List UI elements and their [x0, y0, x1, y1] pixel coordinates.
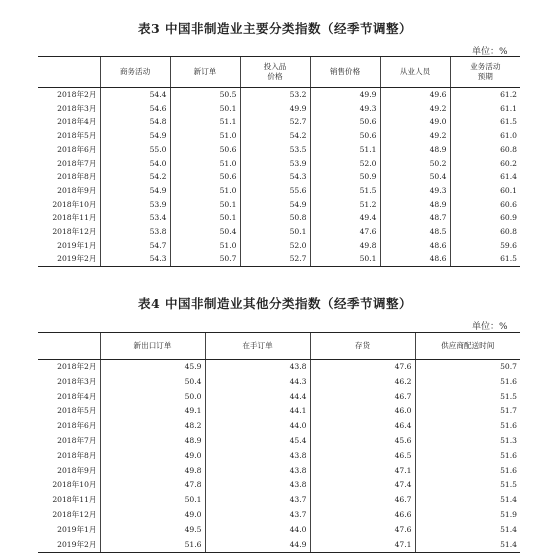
table-row — [38, 252, 520, 266]
table-cell: 43.8 — [205, 478, 310, 493]
table-cell: 44.9 — [205, 538, 310, 553]
row-label: 2018年11月 — [52, 213, 97, 223]
table-cell: 45.9 — [100, 360, 205, 375]
table-row — [38, 390, 520, 405]
table-cell: 44.0 — [205, 419, 310, 434]
table-row — [38, 225, 520, 239]
row-label: 2018年5月 — [57, 131, 97, 141]
table-row — [38, 88, 520, 102]
row-label: 2018年9月 — [57, 465, 97, 475]
table-cell: 48.2 — [100, 419, 205, 434]
table-row — [38, 239, 520, 253]
table-cell: 52.0 — [240, 239, 310, 253]
table-cell: 47.1 — [310, 538, 415, 553]
table-cell: 60.1 — [450, 184, 520, 198]
row-label: 2018年8月 — [57, 450, 97, 460]
table-row — [38, 198, 520, 212]
table-cell: 54.2 — [100, 170, 170, 184]
table-cell: 50.0 — [100, 390, 205, 405]
table-cell: 44.1 — [205, 404, 310, 419]
table3-title: 表3 中国非制造业主要分类指数（经季节调整） — [137, 21, 413, 36]
table-row — [38, 170, 520, 184]
table-cell: 50.5 — [170, 88, 240, 102]
table-row — [38, 360, 520, 375]
table-cell: 50.6 — [170, 170, 240, 184]
table-row — [38, 404, 520, 419]
table-cell: 46.7 — [310, 493, 415, 508]
table-cell: 48.6 — [380, 239, 450, 253]
table-cell: 51.7 — [415, 404, 520, 419]
table4-header-row — [38, 333, 520, 360]
table-cell: 54.8 — [100, 115, 170, 129]
table-cell: 50.2 — [380, 157, 450, 171]
table-cell: 47.6 — [310, 523, 415, 538]
table4 — [38, 332, 520, 553]
table-cell: 54.9 — [240, 198, 310, 212]
row-label: 2018年10月 — [52, 480, 97, 490]
table-cell: 50.1 — [170, 102, 240, 116]
table-cell: 51.0 — [170, 184, 240, 198]
table-row — [38, 434, 520, 449]
table-cell: 52.7 — [240, 252, 310, 266]
table-cell: 50.4 — [380, 170, 450, 184]
table-row — [38, 538, 520, 553]
table-row — [38, 375, 520, 390]
table-cell: 49.3 — [380, 184, 450, 198]
table4-unit: 单位：% — [472, 322, 508, 332]
table-cell: 54.9 — [100, 129, 170, 143]
table-cell: 53.5 — [240, 143, 310, 157]
table-cell: 61.5 — [450, 115, 520, 129]
row-label: 2018年3月 — [57, 103, 97, 113]
table-cell: 43.7 — [205, 493, 310, 508]
table-cell: 49.2 — [380, 102, 450, 116]
table-cell: 54.2 — [240, 129, 310, 143]
table-cell: 50.1 — [170, 211, 240, 225]
table-cell: 46.2 — [310, 375, 415, 390]
table-cell: 60.8 — [450, 225, 520, 239]
column-header: 在手订单 — [205, 333, 310, 360]
table-cell: 49.9 — [310, 88, 380, 102]
column-header: 存货 — [310, 333, 415, 360]
table-cell: 50.7 — [170, 252, 240, 266]
table-cell: 48.7 — [380, 211, 450, 225]
row-label: 2019年2月 — [38, 538, 100, 553]
table-cell: 54.9 — [100, 184, 170, 198]
row-label: 2018年4月 — [57, 117, 97, 127]
table-cell: 59.6 — [450, 239, 520, 253]
table-cell: 50.4 — [170, 225, 240, 239]
table-cell: 61.4 — [450, 170, 520, 184]
table-cell: 48.9 — [380, 198, 450, 212]
table-cell: 43.7 — [205, 508, 310, 523]
table-cell: 47.4 — [310, 478, 415, 493]
table-row — [38, 129, 520, 143]
table-row — [38, 523, 520, 538]
table-cell: 60.9 — [450, 211, 520, 225]
table-cell: 53.9 — [240, 157, 310, 171]
table-row — [38, 211, 520, 225]
table-cell: 48.9 — [380, 143, 450, 157]
table-cell: 54.4 — [100, 88, 170, 102]
table-cell: 43.8 — [205, 464, 310, 479]
table-cell: 53.2 — [240, 88, 310, 102]
column-header: 供应商配送时间 — [415, 333, 520, 360]
table-cell: 54.3 — [100, 252, 170, 266]
table-cell: 53.9 — [100, 198, 170, 212]
row-label: 2019年2月 — [38, 252, 100, 266]
table4-body — [38, 360, 520, 553]
table-cell: 47.8 — [100, 478, 205, 493]
table-cell: 49.1 — [100, 404, 205, 419]
table-cell: 49.0 — [380, 115, 450, 129]
table-cell: 60.8 — [450, 143, 520, 157]
table-cell: 43.8 — [205, 449, 310, 464]
table3 — [38, 56, 520, 267]
table-cell: 50.1 — [100, 493, 205, 508]
table-row — [38, 508, 520, 523]
table-cell: 49.6 — [380, 88, 450, 102]
column-header: 销售价格 — [310, 57, 380, 88]
table-cell: 49.3 — [310, 102, 380, 116]
column-header: 新订单 — [170, 57, 240, 88]
row-label: 2018年11月 — [52, 495, 97, 505]
table-cell: 61.1 — [450, 102, 520, 116]
table-cell: 54.3 — [240, 170, 310, 184]
table-cell: 51.9 — [415, 508, 520, 523]
table-cell: 53.8 — [100, 225, 170, 239]
table-cell: 52.0 — [310, 157, 380, 171]
column-header: 业务活动 预期 — [450, 57, 520, 88]
table-cell: 49.0 — [100, 508, 205, 523]
row-label: 2018年6月 — [57, 144, 97, 154]
table4-title: 表4 中国非制造业其他分类指数（经季节调整） — [137, 296, 413, 311]
table-cell: 50.1 — [170, 198, 240, 212]
table-cell: 51.3 — [415, 434, 520, 449]
table-cell: 54.0 — [100, 157, 170, 171]
column-header: 投入品 价格 — [240, 57, 310, 88]
row-label: 2018年2月 — [57, 362, 97, 371]
table-cell: 49.5 — [100, 523, 205, 538]
table-cell: 51.5 — [415, 390, 520, 405]
table-cell: 60.2 — [450, 157, 520, 171]
table3-unit: 单位：% — [472, 47, 508, 57]
table-cell: 49.9 — [240, 102, 310, 116]
table-cell: 51.6 — [415, 464, 520, 479]
table-cell: 48.9 — [100, 434, 205, 449]
table-row — [38, 143, 520, 157]
table-cell: 51.2 — [310, 198, 380, 212]
row-label: 2018年12月 — [52, 227, 97, 237]
table-cell: 46.7 — [310, 390, 415, 405]
table-cell: 48.5 — [380, 225, 450, 239]
table-row — [38, 102, 520, 116]
row-label: 2018年9月 — [57, 185, 97, 195]
column-header: 商务活动 — [100, 57, 170, 88]
table-cell: 46.5 — [310, 449, 415, 464]
table-cell: 46.0 — [310, 404, 415, 419]
table-cell: 51.0 — [170, 129, 240, 143]
table-cell: 45.4 — [205, 434, 310, 449]
table-cell: 50.8 — [240, 211, 310, 225]
table-cell: 51.4 — [415, 523, 520, 538]
table-cell: 46.4 — [310, 419, 415, 434]
column-header — [38, 333, 100, 360]
row-label: 2019年1月 — [57, 524, 97, 534]
table-cell: 51.6 — [415, 419, 520, 434]
table-cell: 50.6 — [310, 129, 380, 143]
table-cell: 51.4 — [415, 493, 520, 508]
table-row — [38, 493, 520, 508]
table-cell: 53.4 — [100, 211, 170, 225]
row-label: 2018年4月 — [57, 391, 97, 401]
table-cell: 44.3 — [205, 375, 310, 390]
row-label: 2018年12月 — [52, 509, 97, 519]
table-row — [38, 449, 520, 464]
table-cell: 61.0 — [450, 129, 520, 143]
table-cell: 50.6 — [310, 115, 380, 129]
table-cell: 49.2 — [380, 129, 450, 143]
table-cell: 47.6 — [310, 225, 380, 239]
row-label: 2018年2月 — [57, 90, 97, 99]
table-row — [38, 157, 520, 171]
row-label: 2018年6月 — [57, 421, 97, 431]
table-cell: 51.0 — [170, 157, 240, 171]
table-row — [38, 478, 520, 493]
table-cell: 51.6 — [100, 538, 205, 553]
table-cell: 50.1 — [310, 252, 380, 266]
table-cell: 51.1 — [310, 143, 380, 157]
table-cell: 61.5 — [450, 252, 520, 266]
table-cell: 54.6 — [100, 102, 170, 116]
table-cell: 49.0 — [100, 449, 205, 464]
row-label: 2018年10月 — [52, 199, 97, 209]
row-label: 2018年8月 — [57, 172, 97, 182]
table-cell: 55.6 — [240, 184, 310, 198]
table-cell: 51.5 — [415, 478, 520, 493]
table-row — [38, 184, 520, 198]
table-cell: 51.1 — [170, 115, 240, 129]
table-cell: 49.4 — [310, 211, 380, 225]
table-cell: 48.6 — [380, 252, 450, 266]
table-cell: 50.6 — [170, 143, 240, 157]
column-header — [38, 57, 100, 88]
table-cell: 45.6 — [310, 434, 415, 449]
table-cell: 51.5 — [310, 184, 380, 198]
row-label: 2019年1月 — [57, 240, 97, 250]
table-cell: 52.7 — [240, 115, 310, 129]
table-cell: 54.7 — [100, 239, 170, 253]
row-label: 2018年7月 — [57, 158, 97, 168]
table-cell: 60.6 — [450, 198, 520, 212]
table-cell: 43.8 — [205, 360, 310, 375]
table-cell: 50.9 — [310, 170, 380, 184]
table-row — [38, 464, 520, 479]
table3-header-row — [38, 57, 520, 88]
table-cell: 47.1 — [310, 464, 415, 479]
table-cell: 46.6 — [310, 508, 415, 523]
table-cell: 51.6 — [415, 375, 520, 390]
table-cell: 49.8 — [310, 239, 380, 253]
table-cell: 44.0 — [205, 523, 310, 538]
column-header: 新出口订单 — [100, 333, 205, 360]
column-header: 从业人员 — [380, 57, 450, 88]
row-label: 2018年3月 — [57, 376, 97, 386]
table-cell: 61.2 — [450, 88, 520, 102]
table-cell: 44.4 — [205, 390, 310, 405]
table-cell: 47.6 — [310, 360, 415, 375]
table-cell: 50.7 — [415, 360, 520, 375]
row-label: 2018年5月 — [57, 406, 97, 416]
table-row — [38, 115, 520, 129]
table-cell: 50.4 — [100, 375, 205, 390]
table-cell: 50.1 — [240, 225, 310, 239]
table-cell: 51.0 — [170, 239, 240, 253]
table-cell: 55.0 — [100, 143, 170, 157]
table-row — [38, 419, 520, 434]
table-cell: 51.6 — [415, 449, 520, 464]
table3-body — [38, 88, 520, 267]
row-label: 2018年7月 — [57, 435, 97, 445]
table-cell: 49.8 — [100, 464, 205, 479]
table-cell: 51.4 — [415, 538, 520, 553]
